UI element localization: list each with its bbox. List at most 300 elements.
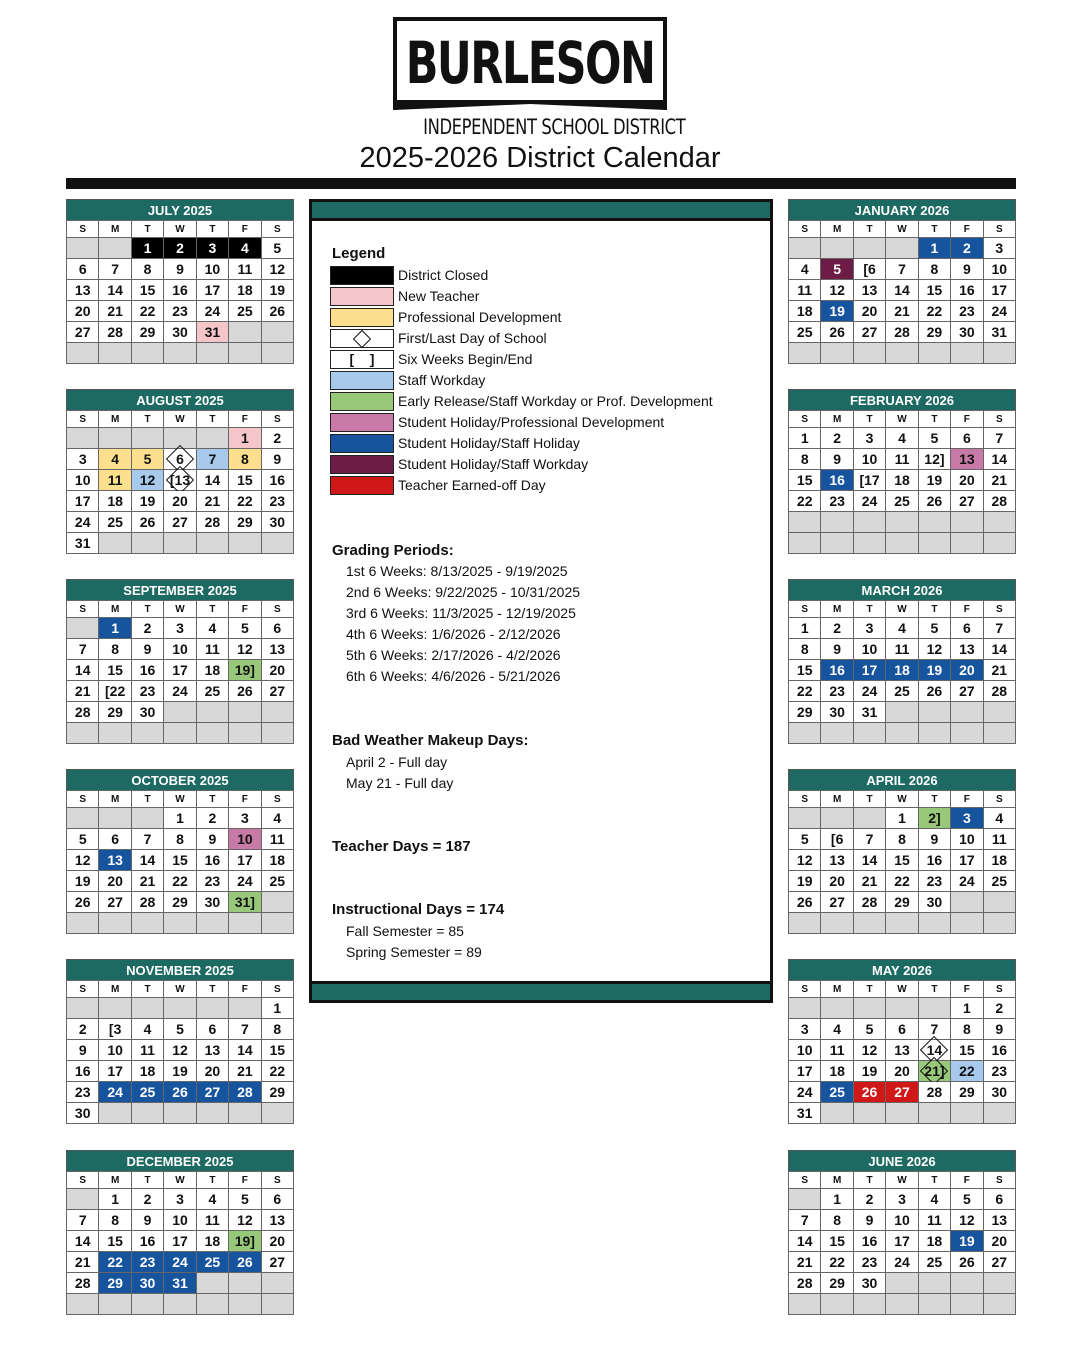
day-cell: [854, 850, 886, 871]
day-cell: [919, 301, 951, 322]
day-cell: [67, 1103, 99, 1124]
empty-day-cell: [99, 1103, 131, 1124]
day-number: 22: [796, 683, 813, 699]
weekday-header: W: [164, 411, 196, 428]
logo-subtitle: INDEPENDENT SCHOOL DISTRICT: [423, 115, 686, 139]
empty-day-cell: [821, 533, 853, 554]
day-number: 13: [829, 852, 845, 868]
day-cell: [789, 280, 821, 301]
day-number: 15: [172, 852, 188, 868]
day-number: 23: [172, 303, 188, 319]
day-number: 7: [78, 641, 87, 657]
day-number: 3: [865, 430, 874, 446]
day-number: 30: [861, 1275, 878, 1291]
day-cell: [229, 280, 261, 301]
day-number: 27: [107, 894, 123, 910]
weekday-header: M: [821, 981, 853, 998]
day-number: 14: [991, 451, 1008, 467]
day-number: 30: [74, 1105, 91, 1121]
day-number: 23: [861, 1254, 878, 1270]
day-cell: [951, 259, 983, 280]
weekday-header: M: [821, 411, 853, 428]
weekday-header: W: [886, 981, 918, 998]
day-number: 19: [861, 1063, 878, 1079]
day-number: 18: [139, 1063, 156, 1079]
swatch-district-closed: [330, 266, 394, 285]
day-number: 6: [995, 1191, 1004, 1207]
day-cell: [132, 1189, 164, 1210]
empty-day-cell: [789, 1189, 821, 1210]
weekday-header: M: [821, 1172, 853, 1189]
empty-day-cell: [789, 238, 821, 259]
day-number: 2: [833, 620, 842, 636]
day-number: 17: [74, 493, 91, 509]
legend-label-teacher-earned-off: Teacher Earned-off Day: [398, 477, 546, 493]
day-number: 30: [991, 1084, 1008, 1100]
day-number: 8: [962, 1021, 971, 1037]
day-cell: [886, 1061, 918, 1082]
day-cell: [854, 681, 886, 702]
day-cell: [919, 892, 951, 913]
day-number: 13: [861, 282, 878, 298]
day-cell: [919, 1082, 951, 1103]
day-number: 8: [800, 451, 809, 467]
day-number: 27: [269, 1254, 286, 1270]
day-cell: [821, 1189, 853, 1210]
day-number: 20: [959, 472, 975, 488]
day-cell: [164, 892, 196, 913]
day-number: 14: [926, 1042, 943, 1058]
day-number: 1: [800, 620, 809, 636]
day-cell: [164, 871, 196, 892]
day-number: 2: [995, 1000, 1004, 1016]
day-number: 29: [107, 704, 123, 720]
day-cell: [67, 1019, 99, 1040]
day-number: 8: [273, 1021, 282, 1037]
empty-day-cell: [789, 533, 821, 554]
day-cell: [951, 1040, 983, 1061]
day-cell: [886, 618, 918, 639]
day-cell: [984, 618, 1016, 639]
empty-day-cell: [197, 1294, 229, 1315]
day-cell: [99, 512, 131, 533]
month-title: NOVEMBER 2025: [66, 959, 294, 980]
weekday-header: T: [132, 791, 164, 808]
day-number: 4: [800, 261, 809, 277]
month-grid: [788, 600, 1016, 744]
day-number: 10: [237, 831, 253, 847]
day-cell: [229, 681, 261, 702]
weekday-header: M: [99, 981, 131, 998]
day-cell: [789, 1273, 821, 1294]
empty-day-cell: [132, 1103, 164, 1124]
day-cell: [854, 1082, 886, 1103]
day-number: 20: [894, 1063, 910, 1079]
day-number: 7: [240, 1021, 249, 1037]
day-cell: [132, 1061, 164, 1082]
day-cell: [99, 322, 131, 343]
day-number: 28: [991, 683, 1008, 699]
bad-weather-title: Bad Weather Makeup Days:: [332, 732, 529, 749]
weekday-header: S: [984, 221, 1016, 238]
day-cell: [919, 1040, 951, 1061]
empty-day-cell: [262, 1273, 294, 1294]
day-cell: [197, 639, 229, 660]
legend-label-student-holiday-staff-holiday: Student Holiday/Staff Holiday: [398, 435, 580, 451]
day-number: 26: [269, 303, 286, 319]
weekday-header: T: [132, 411, 164, 428]
empty-day-cell: [197, 428, 229, 449]
day-cell: [821, 871, 853, 892]
day-number: 23: [926, 873, 943, 889]
day-cell: [789, 660, 821, 681]
day-cell: [984, 1019, 1016, 1040]
day-number: 1: [930, 240, 939, 256]
legend-label-new-teacher: New Teacher: [398, 288, 480, 304]
empty-day-cell: [229, 343, 261, 364]
logo-wordmark: BURLESON: [405, 28, 655, 97]
day-number: 8: [240, 451, 249, 467]
day-cell: [919, 871, 951, 892]
day-number: 2: [962, 240, 971, 256]
day-number: 12: [139, 472, 156, 488]
day-cell: [854, 1273, 886, 1294]
day-cell: [67, 1252, 99, 1273]
day-cell: [789, 702, 821, 723]
day-number: 17: [204, 282, 221, 298]
day-number: 12: [237, 641, 253, 657]
day-number: 22: [829, 1254, 845, 1270]
day-number: 18: [829, 1063, 845, 1079]
day-cell: [164, 280, 196, 301]
empty-day-cell: [99, 533, 131, 554]
day-number: 20: [861, 303, 878, 319]
day-cell: [132, 892, 164, 913]
weekday-header: W: [164, 1172, 196, 1189]
day-cell: [951, 491, 983, 512]
day-cell: [132, 280, 164, 301]
month-title: JULY 2025: [66, 199, 294, 220]
day-cell: [132, 1210, 164, 1231]
weekday-header: F: [951, 221, 983, 238]
day-number: 26: [926, 683, 943, 699]
empty-day-cell: [854, 913, 886, 934]
day-cell: [229, 491, 261, 512]
empty-day-cell: [854, 1103, 886, 1124]
day-cell: [197, 1082, 229, 1103]
day-number: 13: [269, 641, 286, 657]
day-cell: [984, 1040, 1016, 1061]
empty-day-cell: [164, 723, 196, 744]
day-number: 2: [143, 620, 152, 636]
day-cell: [886, 301, 918, 322]
day-number: 10: [861, 451, 878, 467]
day-number: 22: [926, 303, 943, 319]
empty-day-cell: [67, 998, 99, 1019]
day-cell: [919, 850, 951, 871]
day-cell: [951, 681, 983, 702]
day-number: 3: [995, 240, 1004, 256]
weekday-header: S: [789, 221, 821, 238]
day-cell: [164, 618, 196, 639]
weekday-header: F: [951, 411, 983, 428]
empty-day-cell: [229, 702, 261, 723]
day-number: 3: [176, 620, 184, 636]
day-number: 18: [269, 852, 286, 868]
day-number: 22: [269, 1063, 286, 1079]
day-number: 9: [273, 451, 282, 467]
day-number: 25: [829, 1084, 845, 1100]
day-cell: [99, 1082, 131, 1103]
empty-day-cell: [197, 343, 229, 364]
day-number: 18: [796, 303, 813, 319]
weekday-header: T: [197, 1172, 229, 1189]
weekday-header: M: [99, 601, 131, 618]
day-cell: [99, 892, 131, 913]
day-number: 29: [926, 324, 943, 340]
swatch-student-holiday-pd: [330, 413, 394, 432]
day-number: 3: [78, 451, 87, 467]
day-cell: [262, 449, 294, 470]
bad-weather-day-2: May 21 - Full day: [346, 775, 454, 791]
day-cell: [789, 829, 821, 850]
legend-label-six-weeks: Six Weeks Begin/End: [398, 351, 533, 367]
day-number: 2: [865, 1191, 874, 1207]
empty-day-cell: [197, 1273, 229, 1294]
day-number: 19: [926, 662, 943, 678]
day-number: 6: [273, 620, 282, 636]
month-may-2026: [788, 959, 1016, 1129]
day-number: 11: [205, 1212, 220, 1228]
day-number: 22: [959, 1063, 975, 1079]
swatch-first-last-day: [330, 329, 394, 348]
empty-day-cell: [951, 892, 983, 913]
empty-day-cell: [886, 238, 918, 259]
grading-period-3: 3rd 6 Weeks: 11/3/2025 - 12/19/2025: [346, 605, 576, 621]
legend-title: Legend: [332, 245, 386, 262]
weekday-header: S: [67, 1172, 99, 1189]
day-number: 4: [143, 1021, 152, 1037]
day-cell: [821, 322, 853, 343]
day-cell: [164, 1231, 196, 1252]
day-cell: [821, 491, 853, 512]
day-number: 8: [898, 831, 906, 847]
weekday-header: F: [951, 981, 983, 998]
day-cell: [229, 1061, 261, 1082]
day-number: 17: [861, 662, 878, 678]
day-cell: [229, 871, 261, 892]
day-cell: [789, 871, 821, 892]
day-number: 27: [74, 324, 91, 340]
empty-day-cell: [854, 533, 886, 554]
day-number: 7: [995, 430, 1004, 446]
month-grid: [66, 980, 294, 1124]
weekday-header: T: [854, 411, 886, 428]
empty-day-cell: [262, 723, 294, 744]
day-cell: [262, 660, 294, 681]
day-cell: [229, 808, 261, 829]
day-cell: [164, 808, 196, 829]
empty-day-cell: [197, 702, 229, 723]
day-cell: [919, 829, 951, 850]
weekday-header: M: [821, 601, 853, 618]
day-cell: [197, 850, 229, 871]
day-number: 26: [172, 1084, 188, 1100]
day-number: 28: [74, 704, 91, 720]
day-number: 18: [204, 662, 221, 678]
day-number: 14: [204, 472, 221, 488]
empty-day-cell: [789, 1294, 821, 1315]
day-number: 3: [865, 620, 874, 636]
day-number: 7: [898, 261, 906, 277]
day-cell: [67, 850, 99, 871]
empty-day-cell: [67, 723, 99, 744]
legend-label-student-holiday-pd: Student Holiday/Professional Development: [398, 414, 665, 430]
day-cell: [132, 301, 164, 322]
day-number: 14: [796, 1233, 813, 1249]
day-number: 10: [959, 831, 975, 847]
month-grid: [788, 1171, 1016, 1315]
swatch-student-holiday-staff-workday: [330, 455, 394, 474]
day-cell: [262, 850, 294, 871]
day-cell: [67, 259, 99, 280]
empty-day-cell: [919, 723, 951, 744]
day-cell: [197, 491, 229, 512]
day-number: 25: [894, 493, 910, 509]
day-number: 1: [800, 430, 809, 446]
empty-day-cell: [821, 512, 853, 533]
month-grid: [788, 410, 1016, 554]
weekday-header: S: [262, 981, 294, 998]
day-cell: [821, 259, 853, 280]
day-cell: [67, 1040, 99, 1061]
day-cell: [229, 470, 261, 491]
day-cell: [262, 301, 294, 322]
month-july-2025: [66, 199, 294, 369]
day-cell: [984, 491, 1016, 512]
day-number: 19]: [234, 1233, 255, 1249]
day-number: 28: [74, 1275, 91, 1291]
day-cell: [789, 1019, 821, 1040]
day-cell: [164, 1040, 196, 1061]
day-number: 28: [796, 1275, 813, 1291]
day-cell: [919, 1061, 951, 1082]
day-cell: [262, 1082, 294, 1103]
day-number: 12]: [924, 451, 945, 467]
day-cell: [886, 259, 918, 280]
day-cell: [854, 892, 886, 913]
day-cell: [854, 639, 886, 660]
day-cell: [984, 681, 1016, 702]
weekday-header: S: [67, 981, 99, 998]
empty-day-cell: [164, 998, 196, 1019]
day-cell: [99, 639, 131, 660]
empty-day-cell: [984, 892, 1016, 913]
weekday-header: F: [951, 601, 983, 618]
day-cell: [984, 1210, 1016, 1231]
day-cell: [229, 829, 261, 850]
day-cell: [886, 829, 918, 850]
day-cell: [886, 1252, 918, 1273]
empty-day-cell: [886, 1103, 918, 1124]
day-number: 10: [861, 641, 878, 657]
empty-day-cell: [164, 702, 196, 723]
weekday-header: S: [789, 1172, 821, 1189]
day-number: 16: [991, 1042, 1008, 1058]
weekday-header: T: [132, 601, 164, 618]
empty-day-cell: [886, 1273, 918, 1294]
weekday-header: F: [951, 1172, 983, 1189]
swatch-professional-development: [330, 308, 394, 327]
empty-day-cell: [821, 1103, 853, 1124]
empty-day-cell: [164, 533, 196, 554]
day-number: 23: [959, 303, 975, 319]
weekday-header: S: [262, 791, 294, 808]
day-cell: [951, 1252, 983, 1273]
day-cell: [821, 702, 853, 723]
empty-day-cell: [821, 343, 853, 364]
day-cell: [789, 618, 821, 639]
empty-day-cell: [99, 428, 131, 449]
empty-day-cell: [164, 343, 196, 364]
day-cell: [229, 238, 261, 259]
empty-day-cell: [886, 1294, 918, 1315]
empty-day-cell: [886, 998, 918, 1019]
day-cell: [197, 1252, 229, 1273]
empty-day-cell: [919, 1294, 951, 1315]
month-title: AUGUST 2025: [66, 389, 294, 410]
day-number: 18: [991, 852, 1008, 868]
day-number: 1: [833, 1191, 842, 1207]
weekday-header: W: [886, 601, 918, 618]
day-number: 21: [894, 303, 910, 319]
day-cell: [229, 1189, 261, 1210]
day-cell: [164, 322, 196, 343]
weekday-header: S: [262, 1172, 294, 1189]
day-cell: [984, 1082, 1016, 1103]
day-cell: [821, 829, 853, 850]
day-number: 24: [861, 683, 878, 699]
day-cell: [197, 681, 229, 702]
day-number: 19: [74, 873, 91, 889]
bad-weather-day-1: April 2 - Full day: [346, 754, 448, 770]
day-cell: [821, 280, 853, 301]
empty-day-cell: [229, 1273, 261, 1294]
weekday-header: T: [919, 791, 951, 808]
empty-day-cell: [132, 428, 164, 449]
day-number: 10: [172, 1212, 188, 1228]
weekday-header: W: [164, 791, 196, 808]
day-number: 11: [797, 282, 813, 298]
empty-day-cell: [229, 1294, 261, 1315]
day-number: 7: [208, 451, 217, 467]
month-grid: [66, 220, 294, 364]
day-number: 5: [273, 240, 282, 256]
day-number: 4: [833, 1021, 842, 1037]
day-cell: [132, 850, 164, 871]
day-number: 29: [894, 894, 910, 910]
day-number: 26: [74, 894, 91, 910]
empty-day-cell: [919, 512, 951, 533]
day-cell: [164, 512, 196, 533]
empty-day-cell: [984, 533, 1016, 554]
day-number: 19: [959, 1233, 975, 1249]
day-number: 25: [926, 1254, 943, 1270]
day-cell: [164, 850, 196, 871]
day-cell: [262, 618, 294, 639]
day-cell: [886, 1210, 918, 1231]
day-cell: [951, 470, 983, 491]
